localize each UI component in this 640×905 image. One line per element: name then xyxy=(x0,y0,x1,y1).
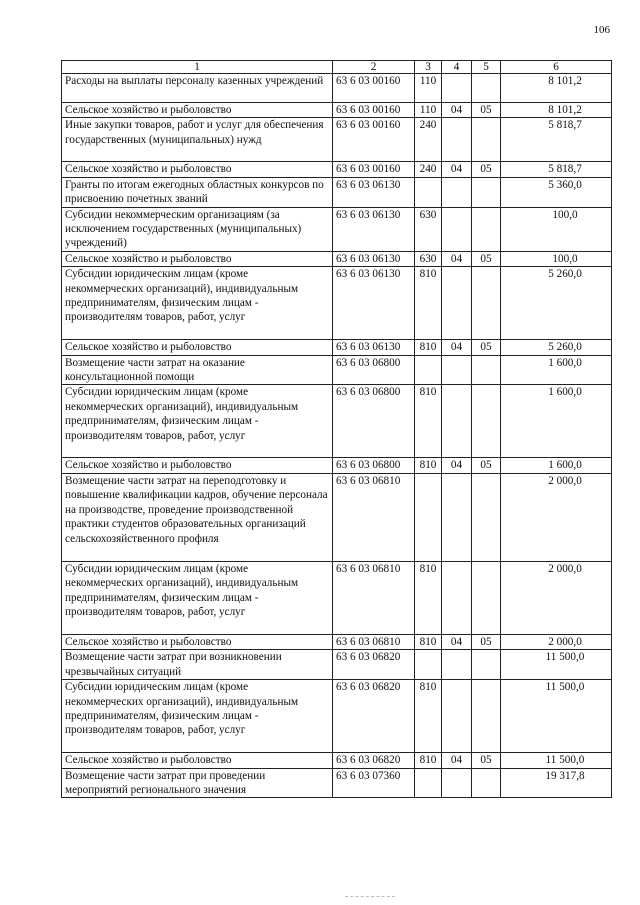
row-name: Возмещение части затрат при проведении мероприятий регионального значения xyxy=(62,768,333,798)
amount: 11 500,0 xyxy=(545,754,585,767)
subsection xyxy=(472,385,501,458)
section xyxy=(442,74,472,103)
subsection: 05 xyxy=(472,634,501,649)
amount: 5 818,7 xyxy=(548,119,582,132)
column-number-row xyxy=(62,61,612,74)
subsection xyxy=(472,74,501,103)
table-row xyxy=(62,768,612,798)
table-row xyxy=(62,118,612,162)
section xyxy=(442,385,472,458)
expense-type: 810 xyxy=(415,561,442,634)
subsection xyxy=(472,680,501,753)
expense-type xyxy=(415,768,442,798)
amount: 11 500,0 xyxy=(545,651,585,664)
row-name: Иные закупки товаров, работ и услуг для обеспечения государственных (муниципальных) нужд xyxy=(62,118,333,162)
target-code: 63 6 03 06810 xyxy=(333,561,415,634)
section xyxy=(442,355,472,385)
target-code: 63 6 03 06820 xyxy=(333,753,415,768)
expense-type: 240 xyxy=(415,118,442,162)
table-row xyxy=(62,177,612,207)
target-code: 63 6 03 00160 xyxy=(333,74,415,103)
column-number: 6 xyxy=(501,61,612,74)
amount: 100,0 xyxy=(552,252,578,265)
amount: 11 500,0 xyxy=(545,681,585,694)
target-code: 63 6 03 06130 xyxy=(333,340,415,355)
amount: 2 000,0 xyxy=(548,635,582,648)
amount: 1 600,0 xyxy=(548,459,582,472)
section xyxy=(442,177,472,207)
row-name: Сельское хозяйство и рыболовство xyxy=(62,634,333,649)
section xyxy=(442,680,472,753)
amount: 5 260,0 xyxy=(548,341,582,354)
expense-type: 810 xyxy=(415,267,442,340)
section: 04 xyxy=(442,753,472,768)
section: 04 xyxy=(442,251,472,266)
target-code: 63 6 03 06130 xyxy=(333,251,415,266)
table-row xyxy=(62,162,612,177)
subsection: 05 xyxy=(472,103,501,118)
section xyxy=(442,650,472,680)
table-row xyxy=(62,355,612,385)
subsection xyxy=(472,768,501,798)
expense-type: 810 xyxy=(415,385,442,458)
amount: 8 101,2 xyxy=(548,75,582,87)
row-name: Гранты по итогам ежегодных областных конкурсов по присвоению почетных званий xyxy=(62,177,333,207)
section: 04 xyxy=(442,162,472,177)
amount: 1 600,0 xyxy=(548,386,582,399)
subsection xyxy=(472,650,501,680)
table-row xyxy=(62,385,612,458)
target-code: 63 6 03 07360 xyxy=(333,768,415,798)
expense-type: 810 xyxy=(415,458,442,473)
amount: 100,0 xyxy=(552,208,578,221)
target-code: 63 6 03 06810 xyxy=(333,634,415,649)
table-row xyxy=(62,251,612,266)
row-name: Субсидии юридическим лицам (кроме некоммерческих организаций), индивидуальным предпринимателям, физическим лицам - производителям товаров, работ, услуг xyxy=(62,680,333,753)
section: 04 xyxy=(442,340,472,355)
subsection xyxy=(472,207,501,251)
row-name: Расходы на выплаты персоналу казенных учреждений xyxy=(62,74,333,103)
column-number: 1 xyxy=(62,61,333,74)
column-number: 2 xyxy=(333,61,415,74)
column-number: 3 xyxy=(415,61,442,74)
amount: 2 000,0 xyxy=(548,562,582,575)
expense-type xyxy=(415,355,442,385)
table-row xyxy=(62,267,612,340)
row-name: Сельское хозяйство и рыболовство xyxy=(62,458,333,473)
section xyxy=(442,473,472,561)
row-name: Субсидии юридическим лицам (кроме некоммерческих организаций), индивидуальным предпринимателям, физическим лицам - производителям товаров, работ, услуг xyxy=(62,385,333,458)
row-name: Возмещение части затрат на переподготовку и повышение квалификации кадров, обучение персонала на производстве, проведение производственной практики студентов образовательных организаций сельскохозяйственного профиля xyxy=(62,473,333,561)
target-code: 63 6 03 06820 xyxy=(333,680,415,753)
amount: 5 818,7 xyxy=(548,163,582,176)
target-code: 63 6 03 06800 xyxy=(333,355,415,385)
subsection xyxy=(472,561,501,634)
section: 04 xyxy=(442,458,472,473)
row-name: Возмещение части затрат при возникновении чрезвычайных ситуаций xyxy=(62,650,333,680)
row-name: Сельское хозяйство и рыболовство xyxy=(62,340,333,355)
column-number: 4 xyxy=(442,61,472,74)
expense-type: 810 xyxy=(415,340,442,355)
table-row xyxy=(62,74,612,103)
subsection: 05 xyxy=(472,753,501,768)
target-code: 63 6 03 06130 xyxy=(333,207,415,251)
section xyxy=(442,768,472,798)
table-row xyxy=(62,753,612,768)
amount: 1 600,0 xyxy=(548,356,582,369)
table-row xyxy=(62,561,612,634)
row-name: Сельское хозяйство и рыболовство xyxy=(62,103,333,118)
target-code: 63 6 03 00160 xyxy=(333,118,415,162)
row-name: Возмещение части затрат на оказание консультационной помощи xyxy=(62,355,333,385)
subsection: 05 xyxy=(472,340,501,355)
section xyxy=(442,267,472,340)
expense-type xyxy=(415,177,442,207)
expense-type: 630 xyxy=(415,207,442,251)
amount: 5 260,0 xyxy=(548,268,582,281)
target-code: 63 6 03 06800 xyxy=(333,458,415,473)
amount: 5 360,0 xyxy=(548,178,582,191)
subsection: 05 xyxy=(472,251,501,266)
row-name: Сельское хозяйство и рыболовство xyxy=(62,162,333,177)
section: 04 xyxy=(442,103,472,118)
table-row xyxy=(62,634,612,649)
expense-type: 110 xyxy=(415,74,442,103)
budget-table xyxy=(61,60,612,798)
expense-type xyxy=(415,473,442,561)
subsection: 05 xyxy=(472,162,501,177)
table-row xyxy=(62,650,612,680)
table-row xyxy=(62,680,612,753)
table-row xyxy=(62,458,612,473)
subsection xyxy=(472,355,501,385)
subsection xyxy=(472,177,501,207)
table-row xyxy=(62,103,612,118)
table-row xyxy=(62,340,612,355)
target-code: 63 6 03 00160 xyxy=(333,103,415,118)
scan-artifact xyxy=(345,896,395,899)
target-code: 63 6 03 06130 xyxy=(333,177,415,207)
row-name: Субсидии юридическим лицам (кроме некоммерческих организаций), индивидуальным предпринимателям, физическим лицам - производителям товаров, работ, услуг xyxy=(62,267,333,340)
expense-type: 810 xyxy=(415,680,442,753)
expense-type: 630 xyxy=(415,251,442,266)
subsection xyxy=(472,267,501,340)
amount: 2 000,0 xyxy=(548,474,582,487)
row-name: Сельское хозяйство и рыболовство xyxy=(62,753,333,768)
column-number: 5 xyxy=(472,61,501,74)
amount: 19 317,8 xyxy=(545,769,585,782)
section xyxy=(442,118,472,162)
subsection: 05 xyxy=(472,458,501,473)
page-number: 106 xyxy=(593,24,610,36)
row-name: Субсидии юридическим лицам (кроме некоммерческих организаций), индивидуальным предпринимателям, физическим лицам - производителям товаров, работ, услуг xyxy=(62,561,333,634)
subsection xyxy=(472,118,501,162)
row-name: Субсидии некоммерческим организациям (за исключением государственных (муниципальных) учреждений) xyxy=(62,207,333,251)
expense-type: 810 xyxy=(415,634,442,649)
table-row xyxy=(62,207,612,251)
table-row xyxy=(62,473,612,561)
target-code: 63 6 03 06130 xyxy=(333,267,415,340)
expense-type: 110 xyxy=(415,103,442,118)
amount: 8 101,2 xyxy=(548,104,582,116)
target-code: 63 6 03 06820 xyxy=(333,650,415,680)
row-name: Сельское хозяйство и рыболовство xyxy=(62,251,333,266)
expense-type: 240 xyxy=(415,162,442,177)
target-code: 63 6 03 06810 xyxy=(333,473,415,561)
target-code: 63 6 03 06800 xyxy=(333,385,415,458)
target-code: 63 6 03 00160 xyxy=(333,162,415,177)
section: 04 xyxy=(442,634,472,649)
section xyxy=(442,561,472,634)
subsection xyxy=(472,473,501,561)
expense-type: 810 xyxy=(415,753,442,768)
section xyxy=(442,207,472,251)
expense-type xyxy=(415,650,442,680)
